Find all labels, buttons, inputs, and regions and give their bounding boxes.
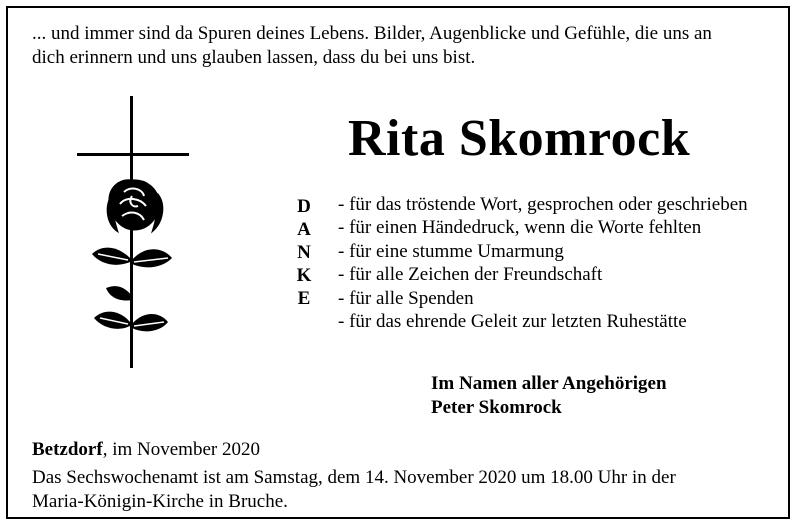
acrostic-letter: K: [296, 265, 312, 286]
deceased-name: Rita Skomrock: [348, 110, 691, 167]
thanks-item: - für alle Zeichen der Freundschaft: [338, 264, 603, 286]
service-line-1: Das Sechswochenamt ist am Samstag, dem 14. November 2020 um 18.00 Uhr in der: [32, 467, 676, 488]
cross-with-rose-icon: [74, 96, 192, 378]
thanks-list: [338, 193, 748, 333]
thanks-item: - für das tröstende Wort, gesprochen oder geschrieben: [338, 194, 748, 215]
signature-line-1: Im Namen aller Angehörigen: [431, 373, 667, 394]
intro-line-2: dich erinnern und uns glauben lassen, dass du bei uns bist.: [32, 47, 476, 68]
obituary-notice: [6, 6, 790, 519]
acrostic-letter: D: [297, 196, 311, 217]
intro-line-1: ... und immer sind da Spuren deines Lebens. Bilder, Augenblicke und Gefühle, die uns an: [32, 23, 712, 44]
danke-acrostic: [292, 195, 316, 310]
service-line-2: Maria-Königin-Kirche in Bruche.: [32, 491, 288, 512]
thanks-item: - für das ehrende Geleit zur letzten Ruhestätte: [338, 311, 687, 333]
acrostic-letter: E: [297, 288, 311, 309]
thanks-item: - für alle Spenden: [338, 287, 474, 309]
signature-block: [431, 372, 667, 420]
acrostic-letter: N: [297, 242, 311, 263]
place-date-text: , im November 2020: [102, 439, 260, 460]
acrostic-letter: A: [297, 219, 311, 240]
place-town: Betzdorf: [32, 439, 103, 460]
intro-text: [32, 22, 782, 70]
service-announcement: [32, 466, 676, 514]
signature-line-2: Peter Skomrock: [431, 397, 562, 418]
thanks-item: - für einen Händedruck, wenn die Worte fehlten: [338, 217, 702, 239]
thanks-item: - für eine stumme Umarmung: [338, 240, 564, 262]
place-date: [32, 438, 260, 462]
